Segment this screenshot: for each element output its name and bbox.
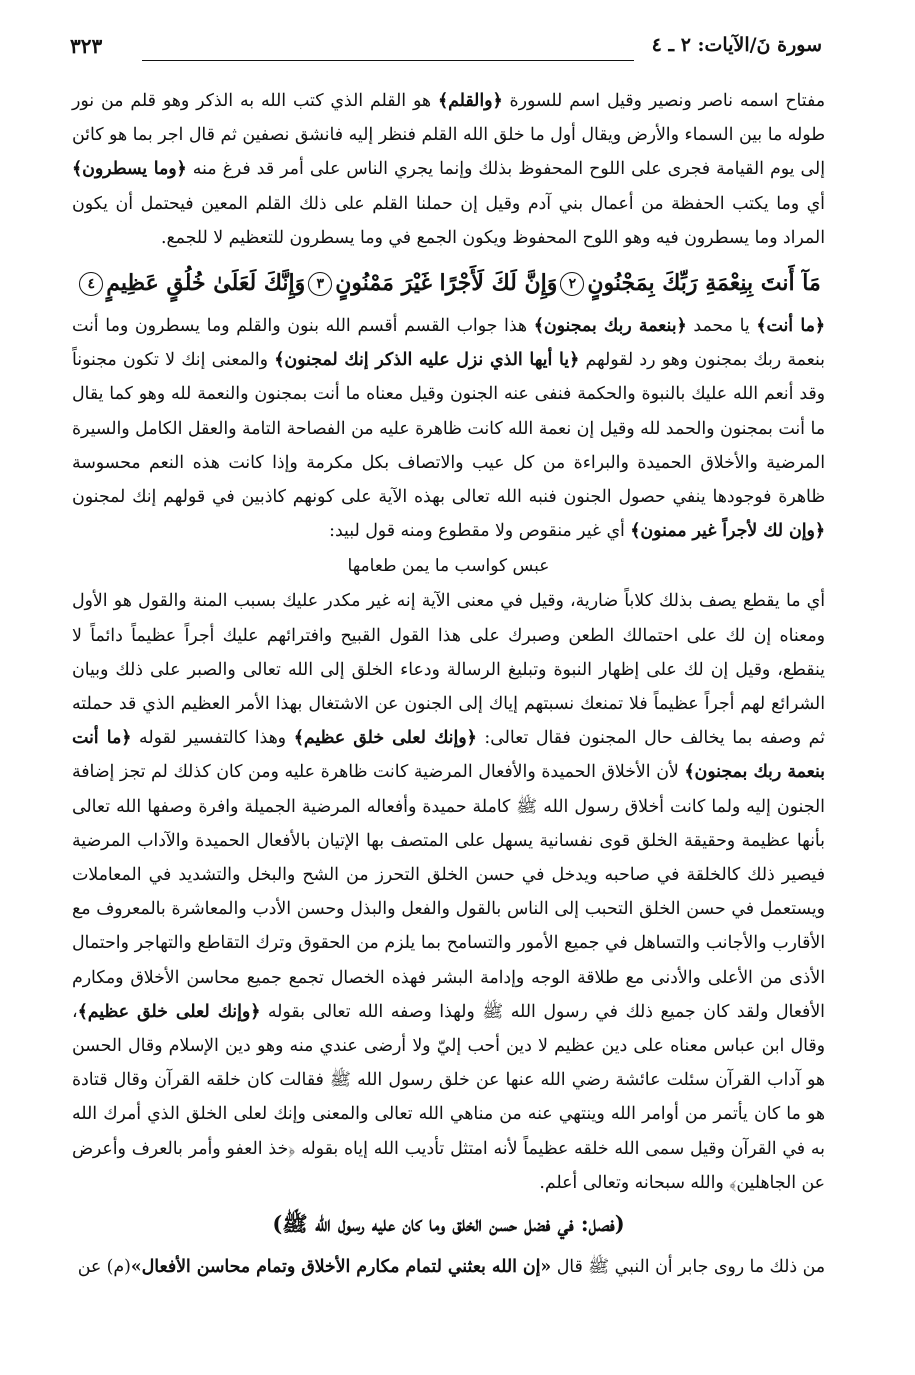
text-run: يا محمد	[686, 316, 757, 337]
ayah-4-text: وَإِنَّكَ لَعَلَىٰ خُلُقٍ عَظِيمٍ	[106, 270, 306, 297]
quran-quote: ﴿ما أنت بنعمة ربك بمجنون﴾	[72, 728, 825, 783]
text-run: لأن الأخلاق الحميدة والأفعال المرضية كانت ظاهرة عليه ومن كان كذلك لم تجز إضافة الجنون إليه ولما كانت أخلاق رسول الله ﷺ كاملة حميدة وأفعاله المرضية الجميلة وافرة وصفها الله تعالى بأنها عظيمة وحقيقة الخلق قوى نفسانية يسهل على المتصف بها الإتيان بالأفعال الحميدة والآداب المرضية فيصير ذلك كالخلقة في صاحبه ويدخل في حسن الخلق التحرز من الشح والبخل والتشديد في المعاملات ويستعمل في حسن الخلق التحبب إلى الناس بالقول والفعل والبذل وحسن الأدب والمعاشرة بالمعروف مع الأقارب والأجانب والتساهل في جميع الأمور والتسامح بما يلزم من الحقوق وترك التقاطع والتهاجر واحتمال الأذى من الأعلى والأدنى مع طلاقة الوجه وإدامة البشر فهذه الخصال تجمع جميع محاسن الأخلاق ومكارم الأفعال ولقد كان جميع ذلك في رسول الله ﷺ ولهذا وصفه الله تعالى بقوله	[72, 762, 825, 1022]
quran-quote: ﴿وإن لك لأجراً غير ممنون﴾	[630, 521, 825, 542]
quran-quote: ﴿وما يسطرون﴾	[72, 159, 187, 180]
text-run: أي غير منقوص ولا مقطوع ومنه قول لبيد:	[329, 521, 631, 542]
ayah-block	[72, 261, 825, 305]
paragraph-4	[72, 1250, 825, 1284]
quran-quote: ﴿خذ العفو وأمر بالعرف وأعرض عن الجاهلين﴾	[72, 1138, 825, 1193]
quran-quote: ﴿بنعمة ربك بمجنون﴾	[533, 316, 687, 337]
hadith-quote: «إن الله بعثني لتمام مكارم الأخلاق وتمام محاسن الأفعال»	[130, 1257, 552, 1278]
quran-quote: ﴿وإنك لعلى خلق عظيم﴾	[293, 728, 477, 749]
text-run: ، وقال ابن عباس معناه على دين عظيم لا دين أحب إليّ ولا أرضى عندي منه وهو دين الإسلام وقال الحسن هو آداب القرآن سئلت عائشة رضي الله عنها عن خلق رسول الله ﷺ فقالت كان خلقه القرآن وقال قتادة هو ما كان يأتمر من أوامر الله وينتهي عنه من مناهي الله تعالى والمعنى وإنك لعلى الخلق الذي أمرك الله به في القرآن وقيل سمى الله خلقه عظيماً لأنه امتثل تأديب الله إياه بقوله	[72, 1001, 825, 1159]
text-run: من ذلك ما روى جابر أن النبي ﷺ قال	[551, 1257, 825, 1278]
quran-quote: ﴿يا أيها الذي نزل عليه الذكر إنك لمجنون﴾	[274, 350, 580, 371]
text-run: هذا جواب القسم أقسم الله بنون والقلم وما يسطرون وما أنت بنعمة ربك بمجنون وهو رد لقولهم	[72, 316, 825, 371]
paragraph-1	[72, 84, 825, 255]
section-heading: (فصل: في فضل حسن الخلق وما كان عليه رسول الله ﷺ)	[272, 1211, 625, 1237]
page-body	[72, 84, 825, 1284]
page-header	[70, 30, 822, 64]
ayah-2-marker: ٢	[560, 272, 584, 296]
text-run: أي ما يقطع يصف بذلك كلاباً ضارية، وقيل في معنى الآية إنه غير مكدر عليك بسبب المنة والقول هو الأول ومعناه إن لك على احتمالك الطعن وصبرك على هذا القول القبيح وافترائهم عليك أجراً عظيماً دائماً لا ينقطع، وقيل إن لك على إظهار النبوة وتبليغ الرسالة ودعاء الخلق إلى الله تعالى والصبر على ذلك وبيان الشرائع لهم أجراً عظيماً فلا تمنعك نسبتهم إياك إلى الجنون عن الاشتغال بهذا الأمر العظيم الذي قد حملته ثم وصفه بما يخالف حال المجنون فقال تعالى:	[72, 591, 825, 749]
text-run: وهذا كالتفسير لقوله	[131, 728, 294, 749]
quran-quote: ﴿وإنك لعلى خلق عظيم﴾	[77, 1001, 261, 1022]
poetry-verse: عبس كواسب ما يمن طعامها	[347, 556, 550, 577]
paragraph-2	[72, 309, 825, 548]
quran-quote: ﴿والقلم﴾	[437, 91, 503, 111]
ayah-4-marker: ٤	[79, 272, 103, 296]
text-run: مفتاح اسمه ناصر ونصير وقيل اسم للسورة	[502, 91, 826, 111]
ayah-2-text: مَآ أَنتَ بِنِعْمَةِ رَبِّكَ بِمَجْنُونٍ	[587, 270, 821, 297]
text-run: والله سبحانه وتعالى أعلم.	[539, 1172, 730, 1193]
paragraph-3	[72, 584, 825, 1200]
text-run: (م) عن	[77, 1257, 131, 1278]
page-number: ٣٢٣	[70, 34, 103, 58]
text-run: هو القلم الذي كتب الله به الذكر وهو قلم من نور طوله ما بين السماء والأرض ويقال أول ما خلق الله القلم فنظر إليه فانشق نصفين ثم قال اجر بما هو كائن إلى يوم القيامة فجرى على اللوح المحفوظ بذلك وإنما يجري الناس على أمر قد فرغ منه	[72, 91, 825, 180]
ayah-3-text: وَإِنَّ لَكَ لَأَجْرًا غَيْرَ مَمْنُونٍ	[335, 270, 558, 297]
quran-quote: ﴿ما أنت﴾	[756, 316, 825, 337]
header-rule	[142, 60, 634, 61]
ayah-3-marker: ٣	[308, 272, 332, 296]
text-run: والمعنى إنك لا تكون مجنوناً وقد أنعم الله عليك بالنبوة والحكمة فنفى عنه الجنون وقيل معناه ما أنت بمجنون والنعمة لله وهو كما يقال ما أنت بمجنون والحمد لله وقيل إن نعمة الله كانت ظاهرة عليه من الفصاحة التامة والعقل الكامل والسيرة المرضية والأخلاق الحميدة والبراءة من كل عيب والاتصاف بكل مكرمة وإذا كانت هذه النعم محسوسة ظاهرة فوجودها ينفي حصول الجنون فنبه الله تعالى بهذه الآية على كونهم كاذبين في قولهم إنك لمجنون	[72, 350, 825, 508]
text-run: أي وما يكتب الحفظة من أعمال بني آدم وقيل إن حملنا القلم على ذلك القلم المعين فيحتمل أن يكون المراد وما يسطرون فيه وهو اللوح المحفوظ ويكون الجمع في وما يسطرون للتعظيم لا للجمع.	[72, 193, 825, 248]
surah-title: سورة نَ/الآيات: ٢ ـ ٤	[651, 34, 822, 56]
